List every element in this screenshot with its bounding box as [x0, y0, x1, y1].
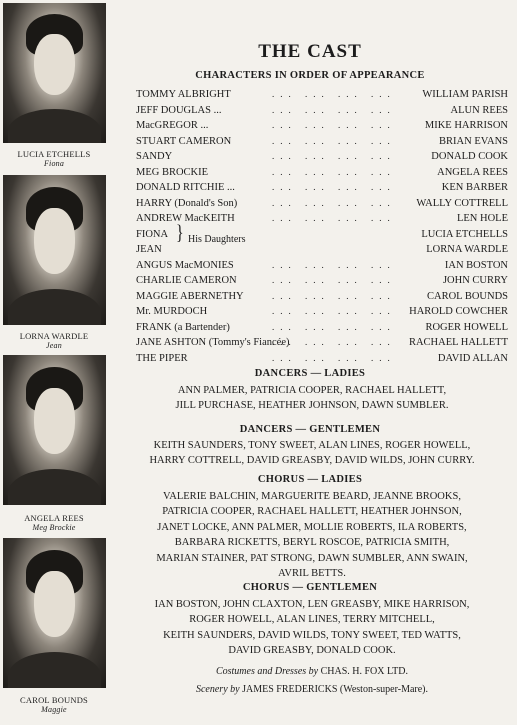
cast-row: [136, 103, 508, 119]
portrait-name: CAROL BOUNDS: [20, 695, 88, 705]
dancers-gentlemen-list: [110, 438, 514, 469]
character-name: JANE ASHTON (Tommy's Fiancée): [136, 337, 290, 348]
character-name: JEFF DOUGLAS ...: [136, 104, 222, 116]
chorus-gentlemen-list: [110, 597, 514, 659]
section-heading-dancers-ladies: DANCERS — LADIES: [254, 368, 366, 379]
name-line: BARBARA RICKETTS, BERYL ROSCOE, PATRICIA SMITH,: [174, 537, 450, 549]
dot-leader: ... ... ... ...: [272, 352, 396, 363]
cast-row: [136, 320, 508, 336]
cast-row: [136, 335, 508, 351]
cast-row: [136, 289, 508, 305]
portrait-photo-angela-rees: [3, 355, 106, 505]
character-name: STUART CAMERON: [136, 135, 232, 147]
cast-row: [136, 134, 508, 150]
actor-name: ANGELA REES: [437, 166, 508, 178]
scenery-label: Scenery by: [195, 684, 240, 695]
actor-name: LEN HOLE: [456, 213, 508, 224]
character-name: ANDREW MacKEITH: [136, 213, 235, 224]
dot-leader: ... ... ... ...: [272, 321, 396, 332]
cast-row: [136, 118, 508, 134]
portrait-photo-carol-bounds: [3, 538, 106, 688]
character-name: ANGUS MacMONIES: [136, 259, 234, 271]
cast-row: [136, 351, 508, 367]
actor-name: IAN BOSTON: [444, 259, 508, 271]
dot-leader: ... ... ... ...: [272, 166, 396, 177]
cast-list: [136, 87, 508, 366]
name-line: ROGER HOWELL, ALAN LINES, TERRY MITCHELL,: [189, 614, 435, 626]
cast-row: [136, 87, 508, 103]
section-heading-chorus-gentlemen: CHORUS — GENTLEMEN: [242, 582, 378, 593]
portrait-name: LORNA WARDLE: [19, 331, 89, 341]
character-name: FIONA: [136, 228, 169, 240]
daughters-note: His Daughters: [188, 233, 246, 245]
character-name: THE PIPER: [136, 352, 188, 364]
costumes-credit: [110, 666, 514, 677]
name-line: IAN BOSTON, JOHN CLAXTON, LEN GREASBY, MIKE HARRISON,: [154, 599, 470, 610]
portrait-caption-4: [0, 695, 108, 715]
cast-row: [136, 273, 508, 289]
dot-leader: ... ... ... ...: [272, 290, 396, 301]
character-name: DONALD RITCHIE ...: [136, 182, 235, 193]
cast-row: [136, 165, 508, 181]
dot-leader: ... ... ... ...: [272, 213, 396, 223]
actor-name: BRIAN EVANS: [439, 135, 508, 147]
dot-leader: ... ... ... ...: [272, 120, 396, 130]
actor-name: CAROL BOUNDS: [427, 290, 508, 302]
actor-name: JOHN CURRY: [442, 275, 508, 286]
actor-name: LUCIA ETCHELLS: [421, 228, 508, 240]
dancers-ladies-list: [110, 383, 514, 414]
name-line: KEITH SAUNDERS, DAVID WILDS, TONY SWEET, TED WATTS,: [163, 629, 461, 641]
name-line: MARIAN STAINER, PAT STRONG, DAWN SUMBLER, ANN SWAIN,: [156, 552, 468, 564]
actor-name: ROGER HOWELL: [425, 321, 508, 333]
name-line: ANN PALMER, PATRICIA COOPER, RACHAEL HALLETT,: [177, 385, 447, 396]
dot-leader: ... ... ... ...: [272, 135, 396, 146]
portrait-photo-lorna-wardle: [3, 175, 106, 325]
portrait-caption-2: [0, 331, 108, 351]
character-name: HARRY (Donald's Son): [136, 197, 238, 209]
dot-leader: ... ... ... ...: [272, 104, 396, 115]
dot-leader: ... ... ... ...: [272, 151, 396, 161]
dot-leader: ... ... ... ...: [272, 275, 396, 285]
cast-subtitle: CHARACTERS IN ORDER OF APPEARANCE: [195, 70, 425, 81]
portrait-photo-lucia-etchells: [3, 3, 106, 143]
portrait-role: Maggie: [41, 705, 67, 714]
actor-name: ALUN REES: [450, 104, 508, 116]
dot-leader: ... ... ... ...: [272, 197, 396, 208]
section-heading-chorus-ladies: CHORUS — LADIES: [257, 474, 363, 485]
name-line: JILL PURCHASE, HEATHER JOHNSON, DAWN SUMBLER.: [175, 400, 449, 412]
portrait-role: Jean: [46, 341, 62, 350]
actor-name: LORNA WARDLE: [426, 244, 508, 255]
portrait-role: Meg Brockie: [32, 523, 76, 532]
character-name: JEAN: [136, 244, 162, 255]
actor-name: MIKE HARRISON: [424, 120, 508, 131]
cast-row: [136, 196, 508, 212]
name-line: KEITH SAUNDERS, TONY SWEET, ALAN LINES, ROGER HOWELL,: [153, 440, 471, 451]
cast-row: [136, 180, 508, 196]
section-heading-dancers-gentlemen: DANCERS — GENTLEMEN: [239, 424, 381, 435]
character-name: CHARLIE CAMERON: [136, 275, 237, 286]
character-name: MacGREGOR ...: [136, 120, 209, 131]
cast-row: [136, 211, 508, 227]
page-title: THE CAST: [258, 41, 362, 62]
actor-name: DAVID ALLAN: [437, 352, 508, 364]
portrait-caption-1: [0, 149, 108, 169]
cast-row: [136, 304, 508, 320]
name-line: AVRIL BETTS.: [278, 568, 346, 580]
dot-leader: ... ... ... ...: [272, 89, 396, 99]
cast-row: [136, 149, 508, 165]
actor-name: RACHAEL HALLETT: [408, 337, 508, 348]
dot-leader: ... ... ... ...: [272, 259, 396, 270]
character-name: MEG BROCKIE: [136, 166, 209, 178]
costumes-label: Costumes and Dresses by: [215, 666, 319, 677]
portrait-role: Fiona: [43, 159, 65, 168]
costumes-name: CHAS. H. FOX LTD.: [320, 666, 409, 677]
actor-name: WILLIAM PARISH: [422, 89, 508, 100]
dot-leader: ... ... ... ...: [272, 182, 396, 192]
dot-leader: ... ... ... ...: [272, 306, 396, 316]
brace: }: [176, 221, 184, 244]
cast-page: [110, 0, 515, 725]
actor-name: WALLY COTTRELL: [416, 197, 508, 209]
portrait-name: ANGELA REES: [24, 513, 84, 523]
cast-row: [136, 258, 508, 274]
character-name: FRANK (a Bartender): [136, 321, 230, 333]
name-line: JANET LOCKE, ANN PALMER, MOLLIE ROBERTS, ILA ROBERTS,: [157, 521, 467, 533]
scenery-credit: [110, 684, 514, 695]
dot-leader: ... ... ... ...: [272, 337, 396, 347]
portrait-caption-3: [0, 513, 108, 533]
actor-name: DONALD COOK: [431, 151, 508, 162]
scenery-name: JAMES FREDERICKS (Weston-super-Mare).: [242, 684, 429, 695]
name-line: VALERIE BALCHIN, MARGUERITE BEARD, JEANNE BROOKS,: [163, 491, 461, 502]
actor-name: HAROLD COWCHER: [409, 306, 508, 317]
character-name: SANDY: [136, 151, 173, 162]
name-line: DAVID GREASBY, DONALD COOK.: [228, 645, 396, 657]
chorus-ladies-list: [110, 489, 514, 581]
actor-name: KEN BARBER: [441, 182, 508, 193]
name-line: PATRICIA COOPER, RACHAEL HALLETT, HEATHER JOHNSON,: [162, 506, 462, 518]
character-name: TOMMY ALBRIGHT: [136, 89, 231, 100]
character-name: MAGGIE ABERNETHY: [136, 290, 244, 302]
portrait-name: LUCIA ETCHELLS: [17, 149, 91, 159]
character-name: Mr. MURDOCH: [136, 306, 208, 317]
portrait-column: [0, 0, 108, 725]
name-line: HARRY COTTRELL, DAVID GREASBY, DAVID WILDS, JOHN CURRY.: [149, 455, 475, 467]
